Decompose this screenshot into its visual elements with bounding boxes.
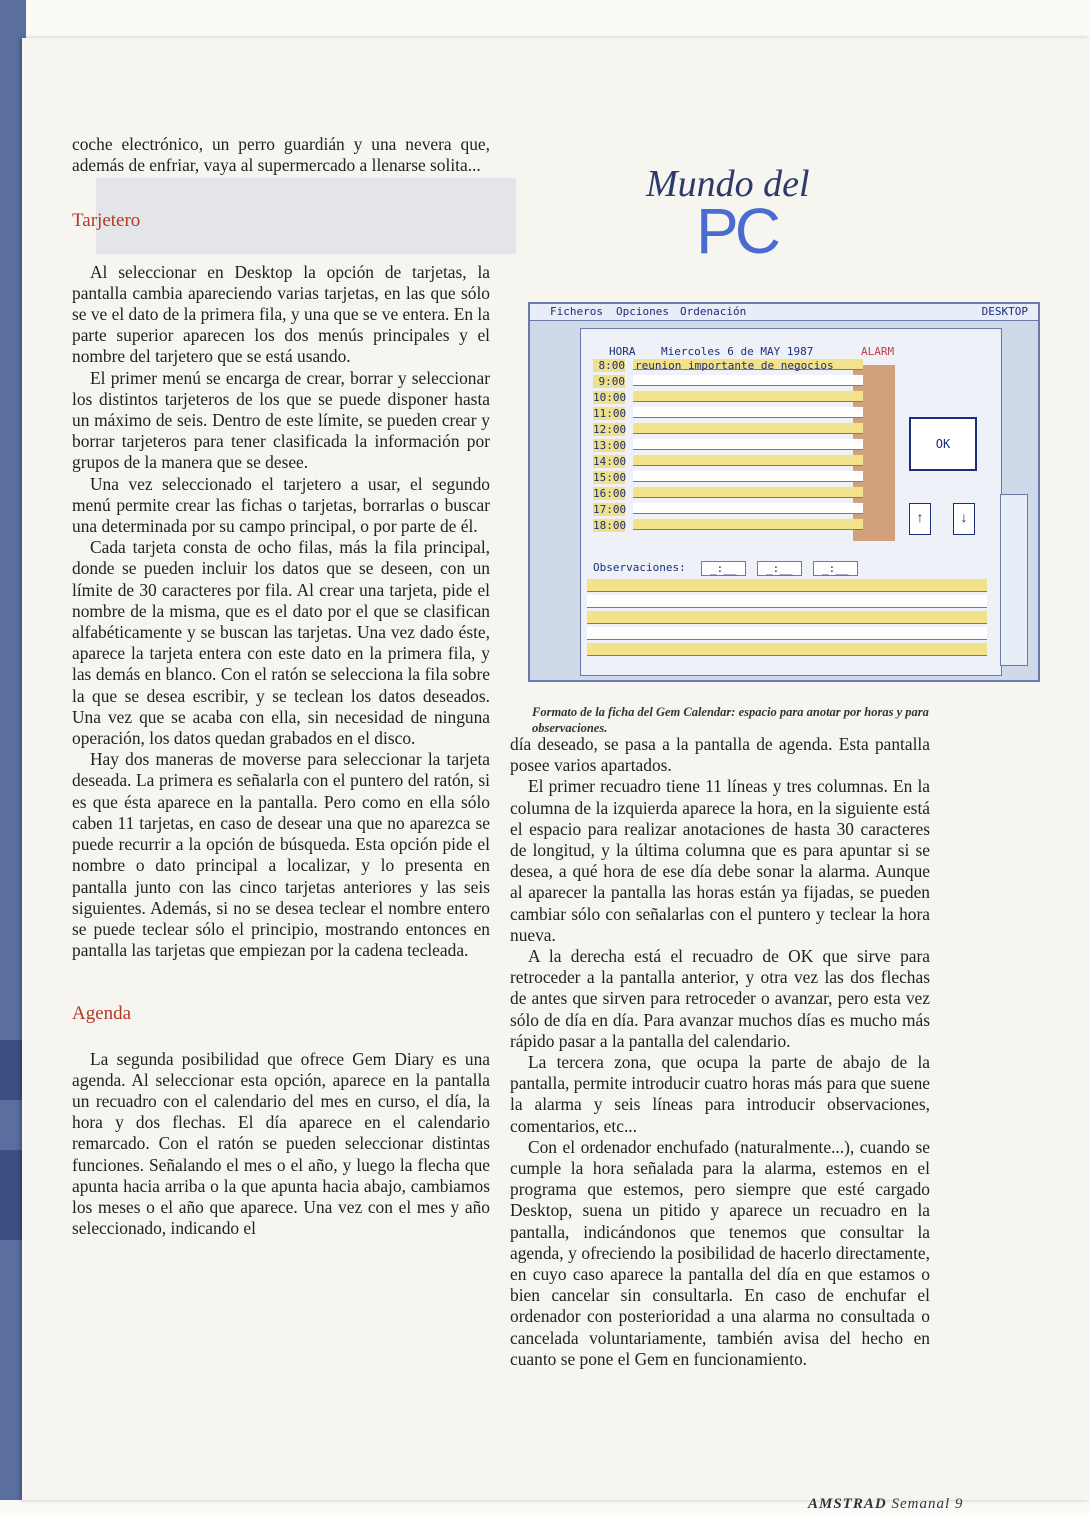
date-line: Miercoles 6 de MAY 1987 xyxy=(661,345,814,358)
down-arrow-button[interactable]: ↓ xyxy=(953,503,975,535)
heading-agenda: Agenda xyxy=(72,1003,132,1025)
menu-bar xyxy=(530,304,1038,321)
paragraph: día deseado, se pasa a la pantalla de agenda. Esta pantalla posee varios apartados. xyxy=(510,734,930,776)
observation-line[interactable] xyxy=(587,611,987,624)
alarm-time-slot[interactable]: _:__ xyxy=(701,561,746,576)
paragraph: La tercera zona, que ocupa la parte de abajo de la pantalla, permite introducir cuatro horas más para que suene la alarma y seis líneas para introducir observaciones, comentarios, etc... xyxy=(510,1052,930,1136)
paragraph: La segunda posibilidad que ofrece Gem Diary es una agenda. Al seleccionar esta opción, aparece en la pantalla un recuadro con el calendario del mes en curso, el día, la hora y dos flechas. El día aparece en el calendario remarcado. Con el ratón se pueden seleccionar distintas funciones. Señalando el mes o el año, y luego la flecha que apunta hacia arriba o la que apunta hacia abajo, cambiamos los meses o el año que aparece. Una vez con el mes y año seleccionado, indicando el xyxy=(72,1048,490,1239)
left-column xyxy=(72,134,490,1239)
menu-ficheros: Ficheros xyxy=(550,305,603,318)
calendar-window: HORA Miercoles 6 de MAY 1987 ALARM 8:00 reunion importante de negocios 9:00 10:00 11:00 12:00 13:00 14:00 15:00 16:00 17:00 18:00 OK ↑ ↓ Observaciones: _:__ _:__ _:__ xyxy=(580,328,1002,676)
paragraph: Una vez seleccionado el tarjetero a usar, el segundo menú permite crear las fichas o tarjetas, borrarlas o buscar una determinada por su campo principal, o por parte de él. xyxy=(72,473,490,537)
page-number: 9 xyxy=(954,1496,964,1512)
observation-line[interactable] xyxy=(587,627,987,640)
figure-caption: Formato de la ficha del Gem Calendar: espacio para anotar por horas y para observaciones. xyxy=(532,705,929,735)
magazine-section: Semanal xyxy=(891,1496,951,1512)
alarm-time-slot[interactable]: _:__ xyxy=(813,561,858,576)
title-mundo: Mundo del xyxy=(646,163,810,205)
observation-line[interactable] xyxy=(587,595,987,608)
observaciones-label: Observaciones: xyxy=(593,561,686,574)
paragraph: Al seleccionar en Desktop la opción de tarjetas, la pantalla cambia apareciendo varias tarjetas, en las que sólo se ve el dato de la primera fila, y una que se ve entera. En la parte superior aparecen los dos menús principales y el nombre del tarjetero que se está usando. xyxy=(72,261,490,367)
menu-desktop: DESKTOP xyxy=(981,305,1028,318)
page-footer xyxy=(808,1496,963,1513)
heading-tarjetero: Tarjetero xyxy=(72,210,141,232)
right-column xyxy=(510,734,930,1370)
paragraph: El primer menú se encarga de crear, borrar y seleccionar los distintos tarjeteros de los que se puede disponer hasta un máximo de seis. Dentro de este límite, se pueden crear y borrar tarjeteros para tener clasificada la información por grupos de la manera que se desee. xyxy=(72,367,490,473)
paragraph: Hay dos maneras de moverse para seleccionar la tarjeta deseada. La primera es señalarla con el puntero del ratón, si es que ésta aparece en la pantalla. Pero como en ella sólo caben 11 tarjetas, en caso de desear una que no aparezca se puede recurrir a la opción de búsqueda. Esta opción pide el nombre o dato principal a localizar, y lo presenta en pantalla junto con las cinco tarjetas anteriores y las seis siguientes. Además, si no se desea teclear el nombre entero se puede teclear sólo el principio, mostrando entonces en pantalla las tarjetas que empiezan por la cadena tecleada. xyxy=(72,749,490,961)
observation-line[interactable] xyxy=(587,643,987,656)
intro-paragraph: coche electrónico, un perro guardián y una nevera que, además de enfriar, vaya al supermercado a llenarse solita... xyxy=(72,134,490,176)
hora-label: HORA xyxy=(609,345,636,358)
magazine-name: AMSTRAD xyxy=(808,1496,887,1512)
paragraph: A la derecha está el recuadro de OK que sirve para retroceder a la pantalla anterior, y otra vez las dos flechas de antes que sirven para retroceder o avanzar, pero esta vez sólo de día en día. Para avanzar muchos días es mucho más rápido pasar a la pantalla del calendario. xyxy=(510,946,930,1051)
menu-ordenacion: Ordenación xyxy=(680,305,747,318)
title-pc: PC xyxy=(696,195,777,267)
paragraph: El primer recuadro tiene 11 líneas y tres columnas. En la columna de la izquierda aparece la hora, en la siguiente está el espacio para realizar anotaciones de hasta 30 caracteres de longitud, y la última columna que es para apuntar si se desea, a qué hora de ese día debe sonar la alarma. Aunque al aparecer la pantalla las horas están ya fijadas, se pueden cambiar sólo con señalarlas con el puntero y teclear la hora nueva. xyxy=(510,776,930,945)
alarm-label: ALARM xyxy=(861,345,895,358)
magazine-page xyxy=(22,38,1090,1512)
ok-button[interactable]: OK xyxy=(909,417,977,471)
scrollbar[interactable] xyxy=(1000,494,1028,666)
observation-line[interactable] xyxy=(587,579,987,592)
menu-opciones: Opciones xyxy=(616,305,669,318)
paragraph: Cada tarjeta consta de ocho filas, más la fila principal, donde se pueden incluir los datos que se deseen, con un límite de 30 caracteres por fila. Al crear una tarjeta, pide el nombre de la misma, que es el dato por el que se clasifican alfabéticamente y se buscan las tarjetas. Una vez dado éste, aparece la tarjeta entera con este dato en la primera fila, y las demás en blanco. Con el ratón se selecciona la fila sobre la que se desea escribir, y se teclean los datos deseados. Una vez que se acaba con ella, sin necesidad de ninguna operación, los datos quedan grabados en el disco. xyxy=(72,537,490,749)
screenshot-gem-calendar xyxy=(528,302,1040,682)
paragraph: Con el ordenador enchufado (naturalmente...), cuando se cumple la hora señalada para la alarma, estemos en el programa que estemos, pero siempre que esté cargado Desktop, suena un pitido y aparece un recuadro en la pantalla, indicándonos que tenemos que consultar la agenda, y ofreciendo la posibilidad de hacerlo directamente, en cuyo caso aparece la pantalla del día en que estamos o bien cancelar sin consultarla. En caso de enchufar el ordenador con posterioridad a una alarma no consultada o cancelada voluntariamente, también avisa del hecho en cuanto se pone el Gem en funcionamiento. xyxy=(510,1136,930,1369)
alarm-time-slot[interactable]: _:__ xyxy=(757,561,802,576)
section-title xyxy=(622,160,842,270)
up-arrow-button[interactable]: ↑ xyxy=(909,503,931,535)
